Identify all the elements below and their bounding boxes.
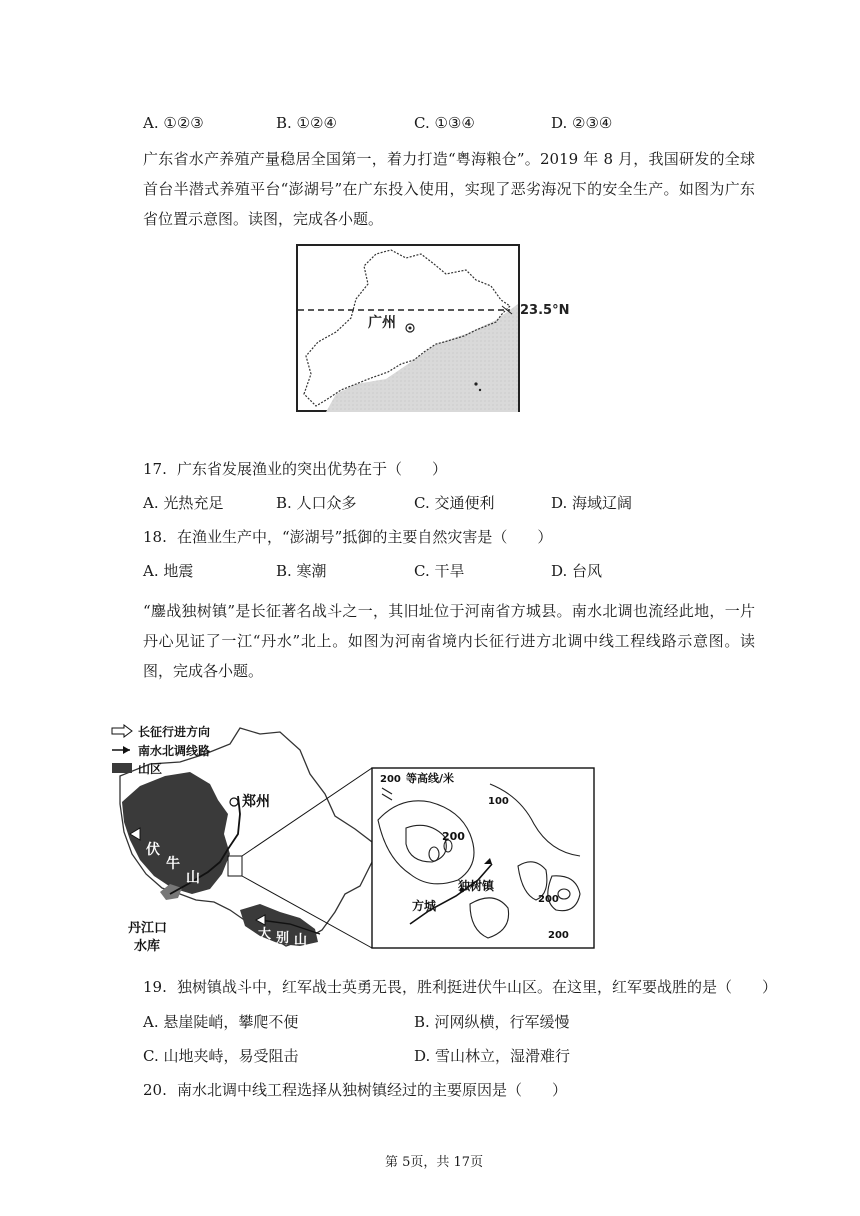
q17-option-c: C. 交通便利 — [414, 494, 495, 512]
q20-stem: 20. 南水北调中线工程选择从独树镇经过的主要原因是（ ） — [143, 1081, 568, 1099]
guangzhou-label: 广州 — [368, 315, 396, 331]
guangdong-map — [296, 244, 576, 414]
q19-option-b: B. 河网纵横，行军缓慢 — [414, 1013, 570, 1031]
legend-diversion-label: 南水北调线路 — [138, 744, 211, 758]
q17-option-b: B. 人口众多 — [276, 494, 357, 512]
danjiangkou-label-2: 水库 — [134, 939, 161, 954]
page-footer: 第 5页，共 17页 — [385, 1155, 484, 1170]
dushuzhen-label: 独树镇 — [458, 879, 495, 893]
legend-long-march-label: 长征行进方向 — [138, 725, 211, 739]
contour-label-200-c: 200 — [548, 930, 569, 941]
intro-guangdong: 广东省水产养殖产量稳居全国第一，着力打造“粤海粮仓”。2019 年 8 月，我国研发的全球首台半潜式养殖平台“澎湖号”在广东投入使用，实现了恶劣海况下的安全生产。如图为广东省位置示意图。读图，完成各小题。 — [143, 150, 755, 228]
q17-option-a: A. 光热充足 — [143, 494, 224, 512]
q16-option-a: A. ①②③ — [143, 114, 204, 132]
q19-option-a: A. 悬崖陡峭，攀爬不便 — [143, 1013, 299, 1031]
q18-option-b: B. 寒潮 — [276, 562, 327, 580]
q16-option-d: D. ②③④ — [551, 114, 613, 132]
danjiangkou-label-1: 丹江口 — [128, 921, 168, 936]
q19-option-d: D. 雪山林立，湿滑难行 — [414, 1047, 571, 1065]
q16-option-c: C. ①③④ — [414, 114, 475, 132]
q16-option-b: B. ①②④ — [276, 114, 337, 132]
funiu-label-1: 伏 — [146, 842, 160, 858]
q18-option-a: A. 地震 — [143, 562, 194, 580]
funiu-label-3: 山 — [186, 870, 200, 886]
legend-mountain-label: 山区 — [138, 762, 163, 776]
q19-option-c: C. 山地夹峙，易受阻击 — [143, 1047, 299, 1065]
q19-stem: 19. 独树镇战斗中，红军战士英勇无畏，胜利挺进伏牛山区。在这里，红军要战胜的是（ ） — [143, 978, 778, 996]
contour-label-100: 100 — [488, 796, 509, 807]
fangcheng-label: 方城 — [412, 899, 437, 913]
dabie-label-2: 别 — [276, 931, 290, 946]
zhengzhou-label: 郑州 — [242, 794, 270, 810]
q17-option-d: D. 海域辽阔 — [551, 494, 633, 512]
q18-option-d: D. 台风 — [551, 562, 603, 580]
legend-mountain-icon — [112, 763, 132, 773]
inset-map — [372, 768, 594, 948]
contour-label-200-a: 200 — [442, 830, 465, 843]
henan-map — [110, 724, 600, 964]
q18-stem: 18. 在渔业生产中，“澎湖号”抵御的主要自然灾害是（ ） — [143, 528, 553, 546]
latitude-label: 23.5°N — [520, 303, 570, 318]
dabie-label-1: 大 — [258, 927, 272, 942]
dabie-label-3: 山 — [294, 933, 308, 948]
q17-stem: 17. 广东省发展渔业的突出优势在于（ ） — [143, 460, 448, 478]
funiu-label-2: 牛 — [166, 856, 180, 872]
contour-title: 等高线/米 — [406, 772, 455, 785]
legend-long-march-icon — [112, 725, 132, 737]
contour-value-legend: 200 — [380, 774, 401, 785]
contour-label-200-b: 200 — [538, 894, 559, 905]
intro-henan: “鏖战独树镇”是长征著名战斗之一，其旧址位于河南省方城县。南水北调也流经此地，一片丹心见证了一江“丹水”北上。如图为河南省境内长征行进方北调中线工程线路示意图。读图，完成各小题。 — [143, 602, 755, 680]
zhengzhou-marker — [230, 798, 238, 806]
q18-option-c: C. 干旱 — [414, 562, 465, 580]
